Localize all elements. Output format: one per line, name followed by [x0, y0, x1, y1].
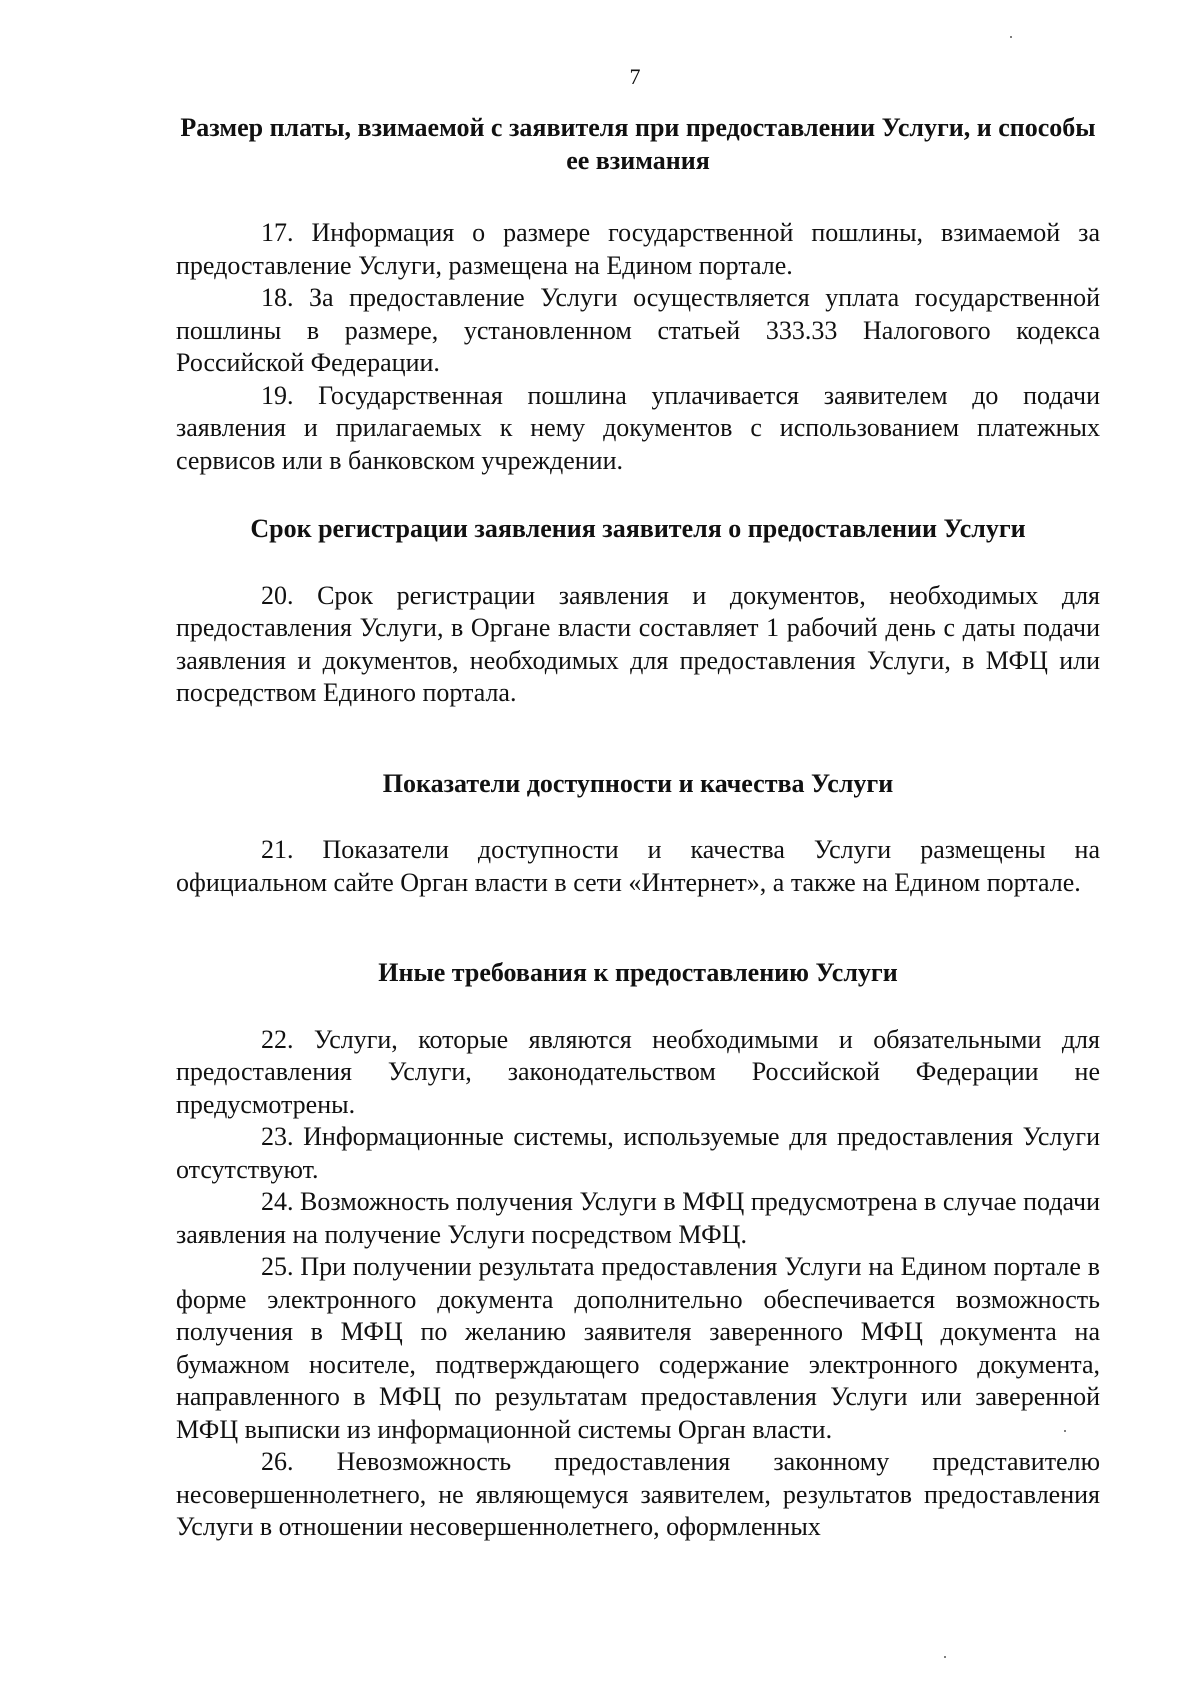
document-body	[176, 112, 1100, 1544]
scan-speck	[944, 1656, 946, 1658]
section-heading-registration: Срок регистрации заявления заявителя о предоставлении Услуги	[250, 514, 1026, 543]
paragraph-18: 18. За предоставление Услуги осуществляется уплата государственной пошлины в размере, установленном статьей 333.33 Налогового кодекса Российской Федерации.	[176, 283, 1100, 377]
paragraph-21: 21. Показатели доступности и качества Услуги размещены на официальном сайте Орган власти в сети «Интернет», а также на Едином портале.	[176, 835, 1100, 897]
scan-speck	[1010, 36, 1012, 38]
paragraph-23: 23. Информационные системы, используемые для предоставления Услуги отсутствуют.	[176, 1122, 1100, 1184]
paragraph-17: 17. Информация о размере государственной пошлины, взимаемой за предоставление Услуги, размещена на Едином портале.	[176, 218, 1100, 280]
paragraph-26: 26. Невозможность предоставления законному представителю несовершеннолетнего, не являющемуся заявителем, результатов предоставления Услуги в отношении несовершеннолетнего, оформленных	[176, 1447, 1100, 1541]
section-heading-fee: Размер платы, взимаемой с заявителя при предоставлении Услуги, и способы ее взимания	[180, 113, 1096, 175]
paragraph-22: 22. Услуги, которые являются необходимыми и обязательными для предоставления Услуги, законодательством Российской Федерации не предусмотрены.	[176, 1024, 1100, 1119]
section-heading-other-requirements: Иные требования к предоставлению Услуги	[378, 958, 898, 987]
paragraph-20: 20. Срок регистрации заявления и документов, необходимых для предоставления Услуги, в Органе власти составляет 1 рабочий день с даты подачи заявления и документов, необходимых для предоставления Услуги, в МФЦ или посредством Единого портала.	[176, 580, 1100, 707]
paragraph-25: 25. При получении результата предоставления Услуги на Едином портале в форме электронного документа дополнительно обеспечивается возможность получения в МФЦ по желанию заявителя заверенного МФЦ документа на бумажном носителе, подтверждающего содержание электронного документа, направленного в МФЦ по результатам предоставления Услуги или заверенной МФЦ выписки из информационной системы Орган власти.	[176, 1252, 1100, 1444]
page-number: 7	[629, 64, 641, 89]
paragraph-24: 24. Возможность получения Услуги в МФЦ предусмотрена в случае подачи заявления на получение Услуги посредством МФЦ.	[176, 1187, 1100, 1249]
paragraph-19: 19. Государственная пошлина уплачивается заявителем до подачи заявления и прилагаемых к нему документов с использованием платежных сервисов или в банковском учреждении.	[176, 380, 1100, 475]
section-heading-quality: Показатели доступности и качества Услуги	[382, 768, 894, 798]
scan-speck	[1064, 1430, 1066, 1432]
